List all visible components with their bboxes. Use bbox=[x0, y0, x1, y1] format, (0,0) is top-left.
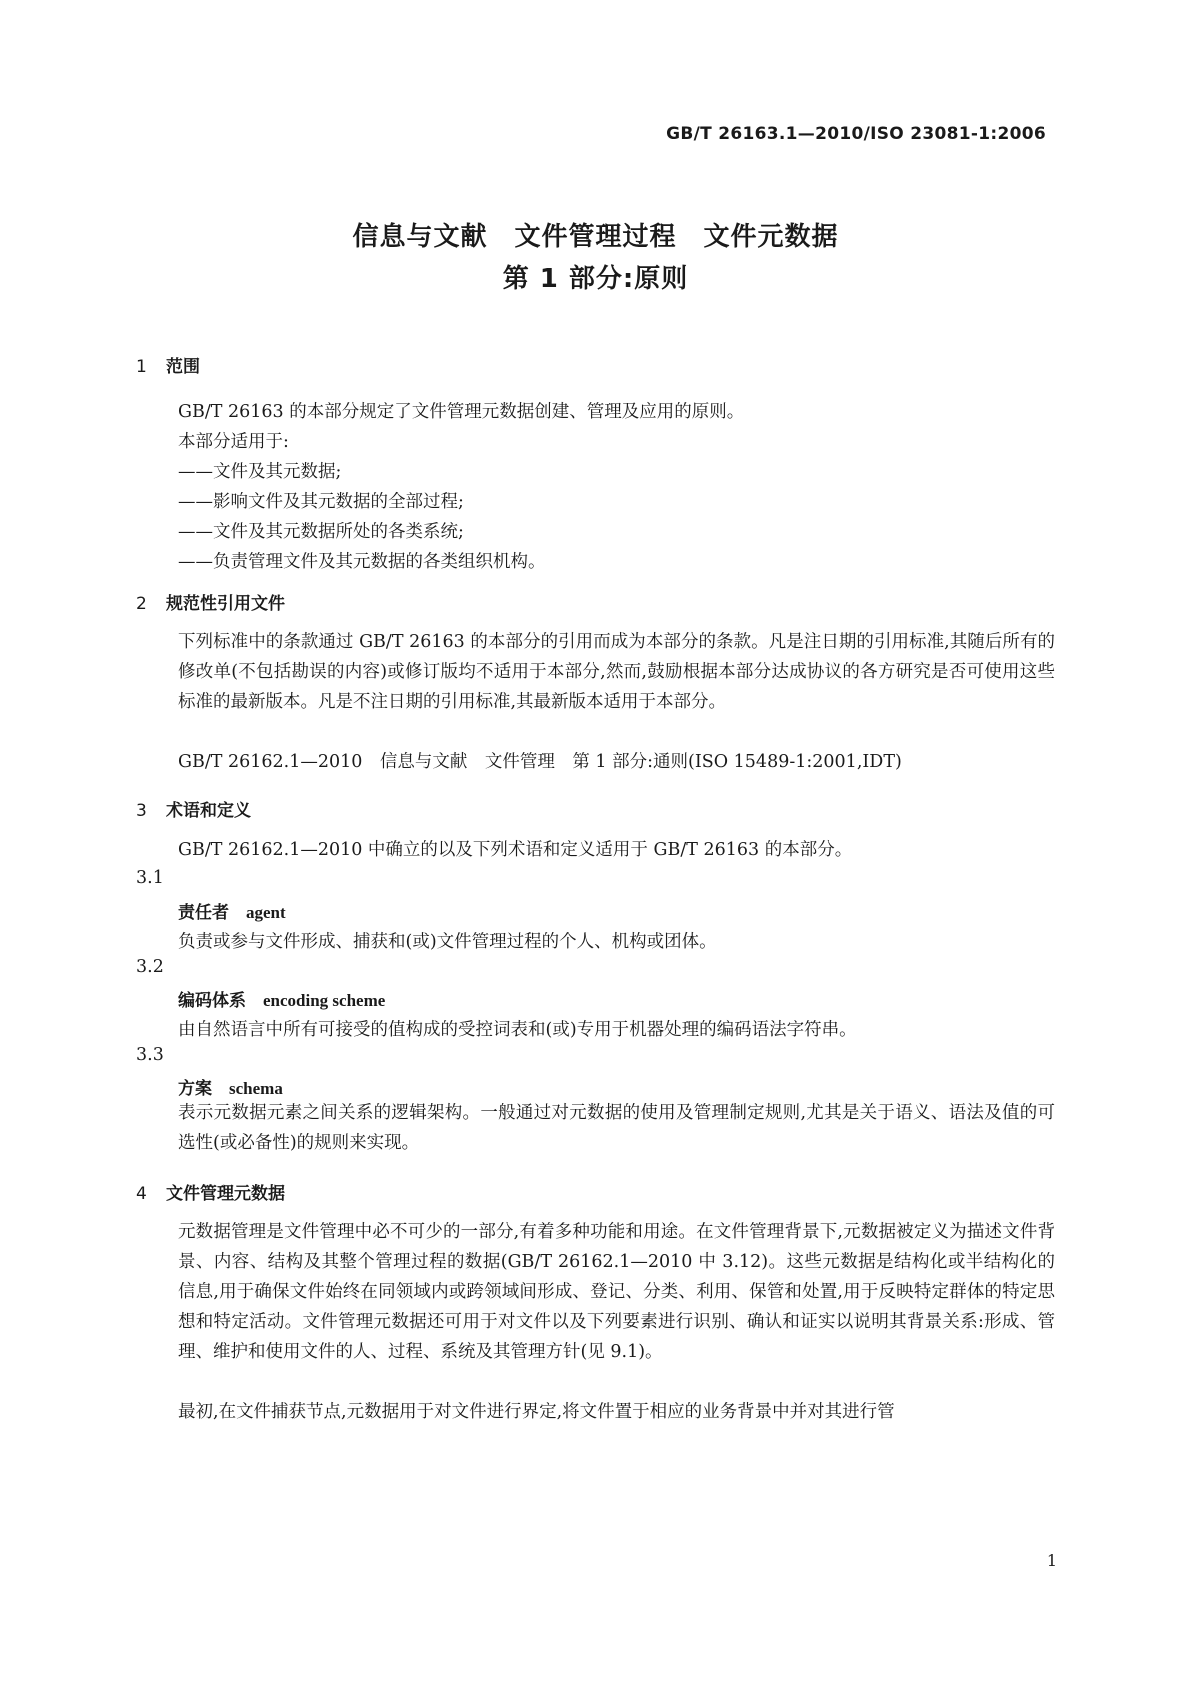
term-number: 3.3 bbox=[136, 1045, 164, 1065]
document-subtitle: 第 1 部分:原则 bbox=[502, 264, 689, 294]
term-number: 3.2 bbox=[136, 957, 164, 977]
section-4-para: 元数据管理是文件管理中必不可少的一部分,有着多种功能和用途。在文件管理背景下,元数据被定义为描述文件背景、内容、结构及其整个管理过程的数据(GB/T 26162.1—2010 中 3.12)。这些元数据是结构化或半结构化的信息,用于确保文件始终在同领域内或跨领域间形成、登记、分类、利用、保管和处置,用于反映特定群体的特定思想和特定活动。文件管理元数据还可用于对文件以及下列要素进行识别、确认和证实以说明其背景关系:形成、管理、维护和使用文件的人、过程、系统及其管理方针(见 9.1)。 bbox=[178, 1222, 1055, 1362]
term-definition: 表示元数据元素之间关系的逻辑架构。一般通过对元数据的使用及管理制定规则,尤其是关于语义、语法及值的可选性(或必备性)的规则来实现。 bbox=[178, 1103, 1055, 1153]
section-1-heading: 1 范围 bbox=[136, 357, 200, 377]
list-item: ——文件及其元数据; bbox=[178, 462, 342, 482]
term-definition: 由自然语言中所有可接受的值构成的受控词表和(或)专用于机器处理的编码语法字符串。 bbox=[178, 1020, 857, 1040]
list-item: ——负责管理文件及其元数据的各类组织机构。 bbox=[178, 552, 546, 572]
term-title: 责任者 agent bbox=[178, 903, 286, 923]
section-1-para-2: 本部分适用于: bbox=[178, 432, 289, 452]
section-2-para: 下列标准中的条款通过 GB/T 26163 的本部分的引用而成为本部分的条款。凡是注日期的引用标准,其随后所有的修改单(不包括勘误的内容)或修订版均不适用于本部分,然而,鼓励根据本部分达成协议的各方研究是否可使用这些标准的最新版本。凡是不注日期的引用标准,其最新版本适用于本部分。 bbox=[178, 632, 1055, 712]
standard-number: GB/T 26163.1—2010/ISO 23081-1:2006 bbox=[666, 124, 1046, 144]
section-2-heading: 2 规范性引用文件 bbox=[136, 594, 285, 614]
list-item: ——影响文件及其元数据的全部过程; bbox=[178, 492, 464, 512]
term-definition: 负责或参与文件形成、捕获和(或)文件管理过程的个人、机构或团体。 bbox=[178, 932, 717, 952]
term-number: 3.1 bbox=[136, 868, 164, 888]
section-4-para-2: 最初,在文件捕获节点,元数据用于对文件进行界定,将文件置于相应的业务背景中并对其进行管 bbox=[178, 1402, 895, 1422]
section-1-para: GB/T 26163 的本部分规定了文件管理元数据创建、管理及应用的原则。 bbox=[178, 402, 745, 422]
term-title: 编码体系 encoding scheme bbox=[178, 991, 386, 1011]
normative-reference: GB/T 26162.1—2010 信息与文献 文件管理 第 1 部分:通则(ISO 15489-1:2001,IDT) bbox=[178, 752, 902, 772]
section-3-heading: 3 术语和定义 bbox=[136, 801, 251, 821]
document-title: 信息与文献 文件管理过程 文件元数据 bbox=[352, 222, 839, 252]
list-item: ——文件及其元数据所处的各类系统; bbox=[178, 522, 464, 542]
section-4-heading: 4 文件管理元数据 bbox=[136, 1184, 285, 1204]
section-3-para: GB/T 26162.1—2010 中确立的以及下列术语和定义适用于 GB/T 26163 的本部分。 bbox=[178, 840, 853, 860]
term-title: 方案 schema bbox=[178, 1079, 283, 1099]
page-number: 1 bbox=[1046, 1551, 1057, 1570]
